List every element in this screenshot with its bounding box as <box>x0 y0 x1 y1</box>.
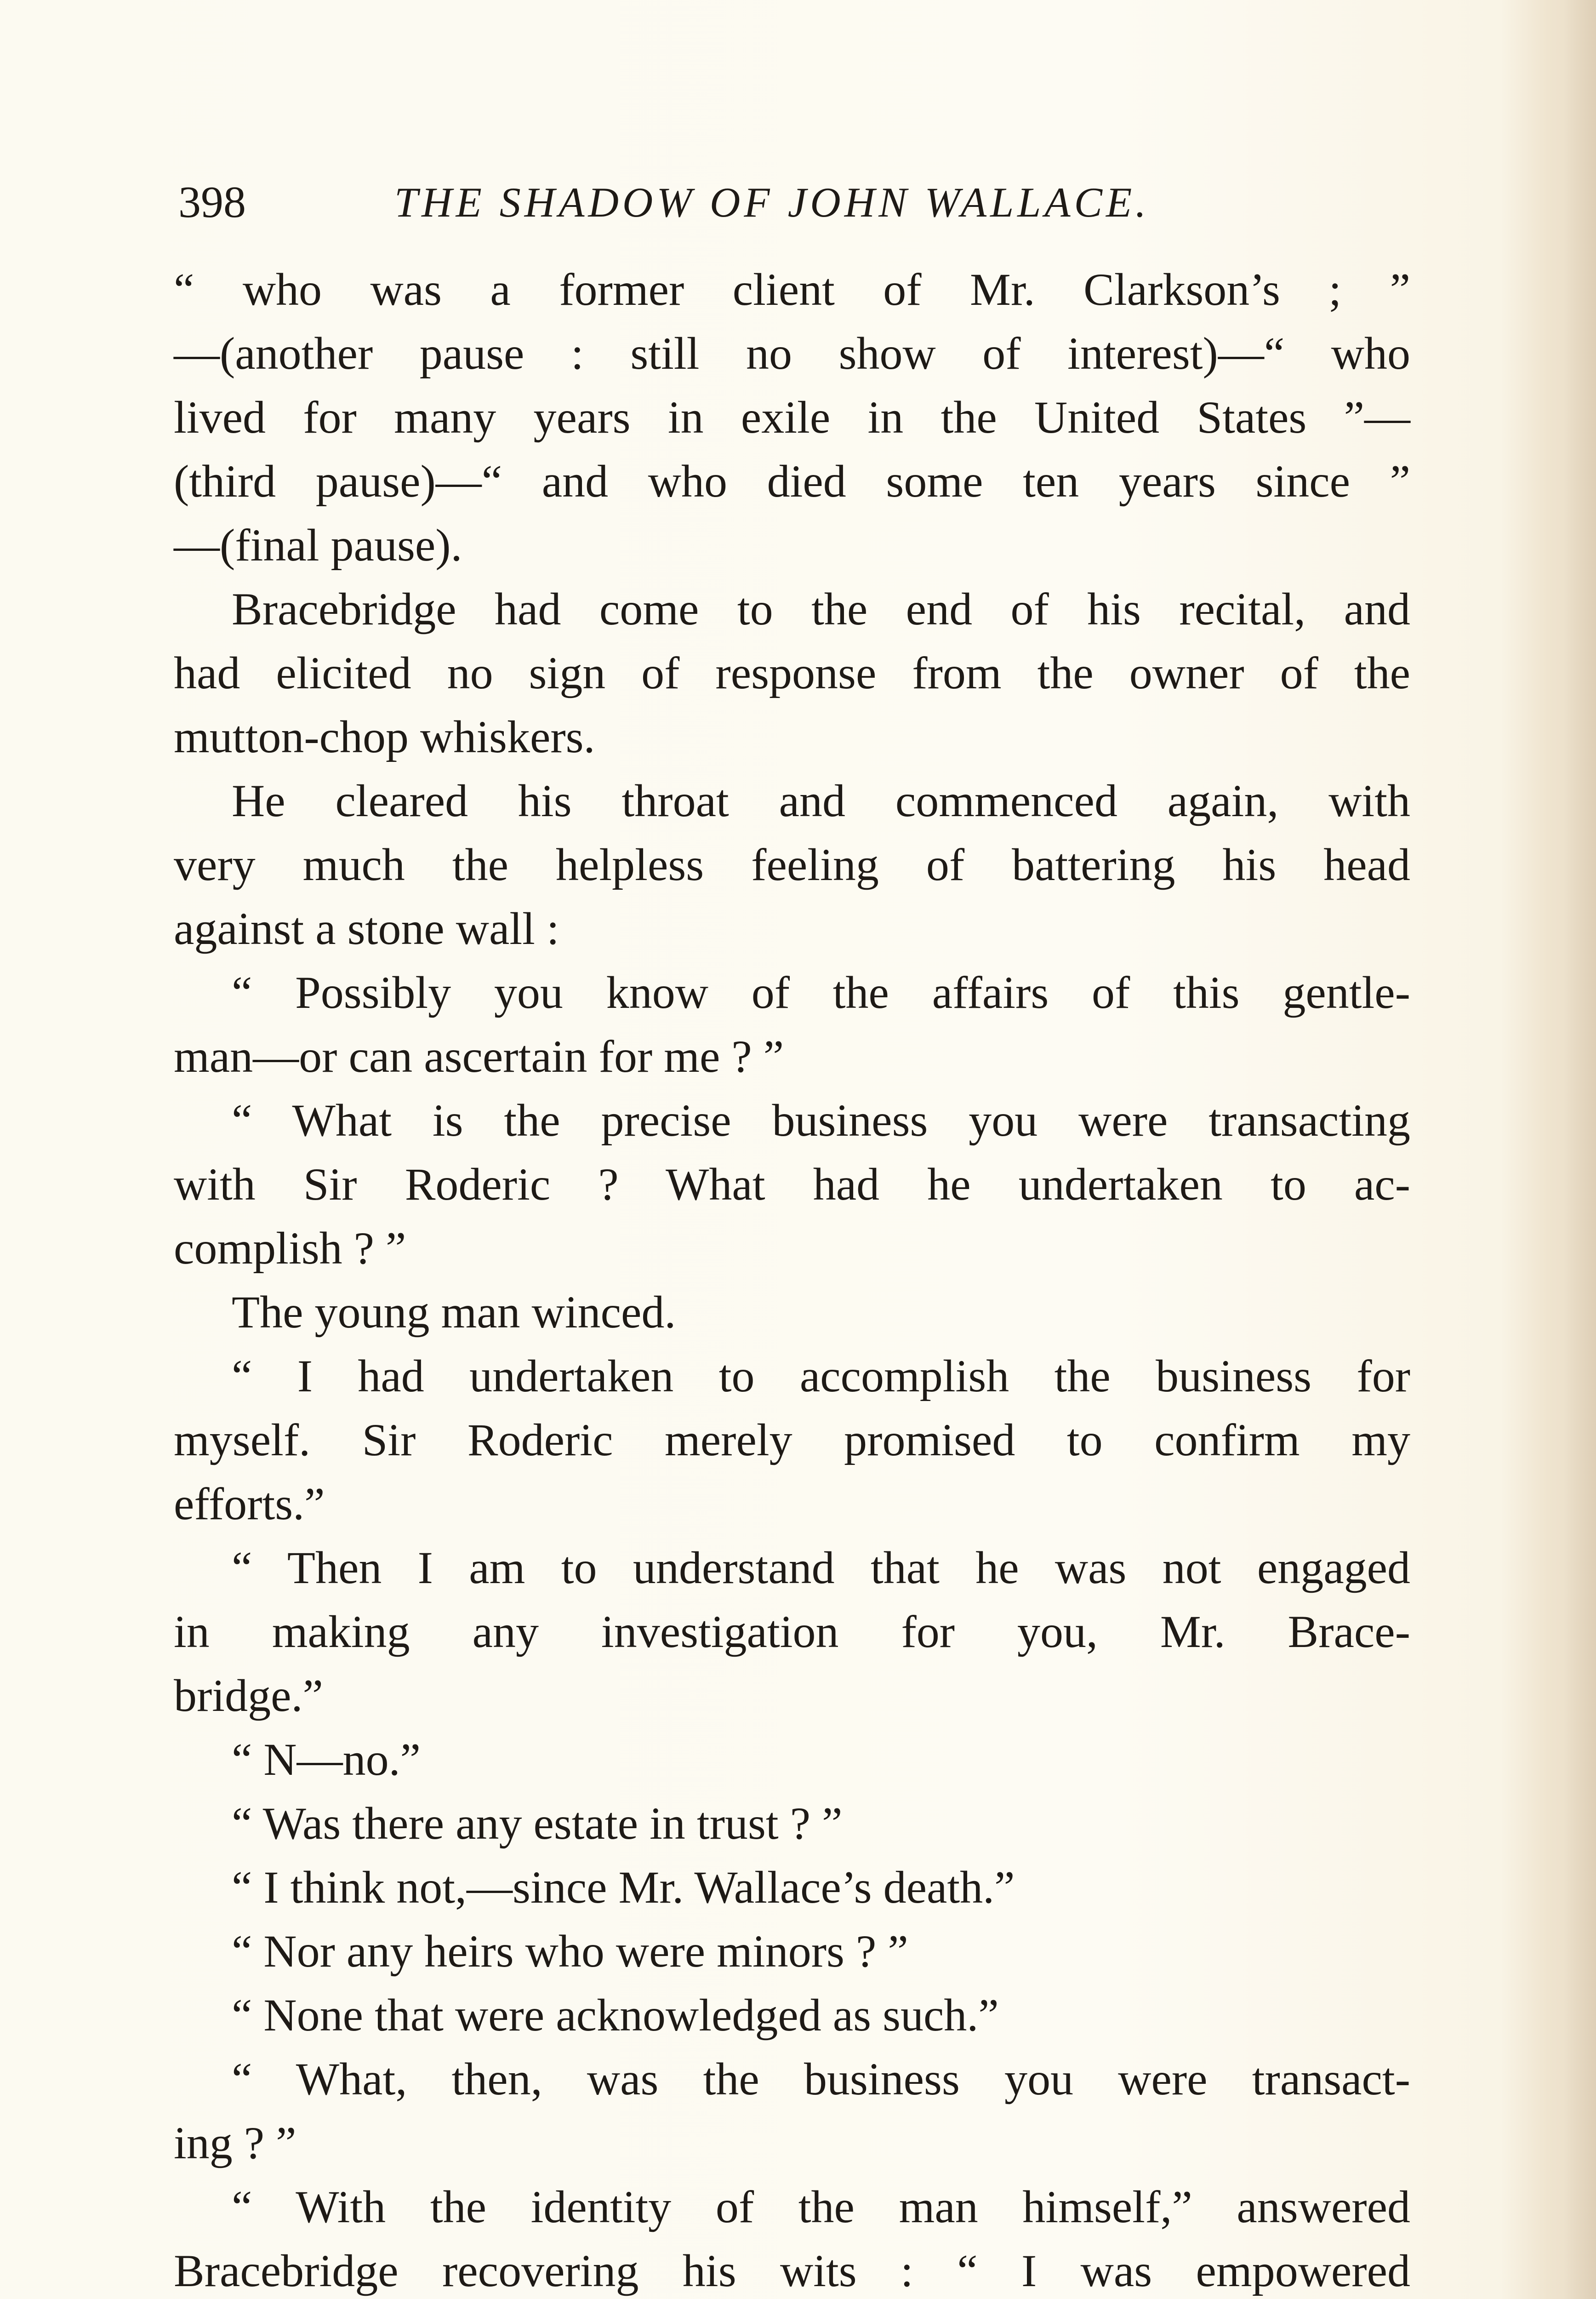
text-line: —(final pause). <box>174 520 462 571</box>
text-line: ing ? ” <box>174 2117 296 2168</box>
text-line: lived for many years in exile in the United States ”— <box>174 392 1410 443</box>
text-line: against a stone wall : <box>174 903 559 954</box>
text-line: man—or can ascertain for me ? ” <box>174 1031 784 1082</box>
text-line: “ What is the precise business you were transacting <box>232 1095 1410 1146</box>
text-line: “ N—no.” <box>232 1734 421 1785</box>
text-line: in making any investigation for you, Mr. Brace- <box>174 1606 1410 1657</box>
text-line: “ Nor any heirs who were minors ? ” <box>232 1926 908 1977</box>
text-line: —(another pause : still no show of interest)—“ who <box>174 328 1410 379</box>
text-line: mutton-chop whiskers. <box>174 711 595 762</box>
text-line: Bracebridge recovering his wits : “ I was empowered <box>174 2245 1410 2296</box>
text-line: Bracebridge had come to the end of his recital, and <box>232 583 1410 635</box>
text-line: “ I had undertaken to accomplish the business for <box>232 1350 1410 1401</box>
running-head: THE SHADOW OF JOHN WALLACE. <box>394 179 1150 226</box>
text-line: “ None that were acknowledged as such.” <box>232 1990 999 2041</box>
text-line: efforts.” <box>174 1478 325 1529</box>
text-line: “ Was there any estate in trust ? ” <box>232 1798 843 1849</box>
page-number: 398 <box>178 177 246 227</box>
text-line: bridge.” <box>174 1670 323 1721</box>
text-line: “ Then I am to understand that he was not engaged <box>232 1542 1410 1593</box>
body-text <box>174 257 1410 2299</box>
page-header <box>178 175 1415 230</box>
text-line: “ With the identity of the man himself,” answered <box>232 2181 1410 2232</box>
text-line: “ who was a former client of Mr. Clarkson’s ; ” <box>174 264 1410 315</box>
text-line: (third pause)—“ and who died some ten years since ” <box>174 456 1410 507</box>
text-line: “ What, then, was the business you were transact- <box>232 2053 1410 2105</box>
text-line: “ Possibly you know of the affairs of this gentle- <box>232 967 1410 1018</box>
page-edge-shadow <box>1564 0 1596 2299</box>
text-line: “ I think not,—since Mr. Wallace’s death.” <box>232 1862 1015 1913</box>
text-line: with Sir Roderic ? What had he undertaken to ac- <box>174 1159 1410 1210</box>
text-line: The young man winced. <box>232 1287 676 1338</box>
text-line: He cleared his throat and commenced again, with <box>232 775 1410 826</box>
text-line: had elicited no sign of response from the owner of the <box>174 647 1410 698</box>
text-line: very much the helpless feeling of battering his head <box>174 839 1410 890</box>
text-line: myself. Sir Roderic merely promised to confirm my <box>174 1414 1410 1465</box>
text-line: complish ? ” <box>174 1223 406 1274</box>
